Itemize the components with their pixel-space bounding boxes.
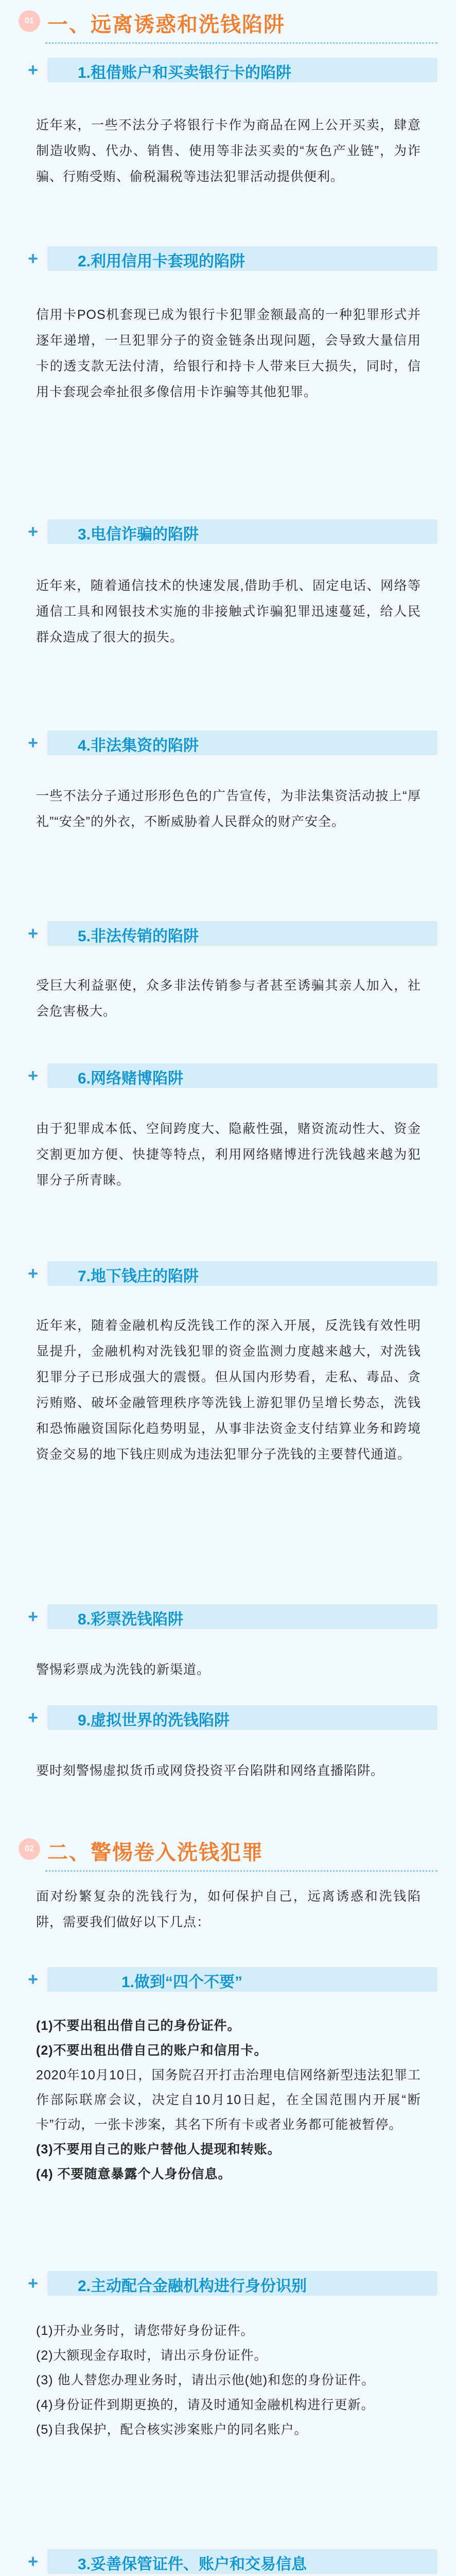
subsection-header [19,515,437,548]
list-item: (3)不要用自己的账户替他人提现和转账。 [36,2142,281,2157]
subsection-header [19,1963,437,1996]
paragraph: 近年来，随着通信技术的快速发展,借助手机、固定电话、网络等通信工具和网银技术实施的非接触式诈骗犯罪迅速蔓延，给人民群众造成了很大的损失。 [36,579,421,645]
subsection-title: 5.非法传销的陷阱 [78,928,199,945]
section-badge: 01 [19,10,40,32]
subsection-header [19,2267,437,2300]
section-badge: 02 [19,1838,40,1860]
paragraph: 警惕彩票成为洗钱的新渠道。 [36,1663,211,1677]
subsection-title: 1.做到“四个不要” [121,1974,243,1991]
paragraph: 近年来，随着金融机构反洗钱工作的深入开展，反洗钱有效性明显提升，金融机构对洗钱犯罪的资金监测力度越来越大，对洗钱犯罪分子已形成强大的震慑。但从国内形势看，走私、毒品、贪污贿赂、破坏金融管理秩序等洗钱上游犯罪仍呈增长势态，洗钱和恐怖融资国际化趋势明显，从事非法资金支付结算业务和跨境资金交易的地下钱庄则成为违法犯罪分子洗钱的主要替代通道。 [36,1318,421,1462]
subsection-title: 4.非法集资的陷阱 [78,737,199,754]
plus-icon: + [28,2274,38,2293]
dotted-divider [45,1868,437,1872]
subsection-header [19,1600,437,1633]
plus-icon: + [28,1970,38,1989]
paragraph: 受巨大利益驱使，众多非法传销参与者甚至诱骗其亲人加入，社会危害极大。 [36,978,421,1019]
paragraph: 由于犯罪成本低、空间跨度大、隐蔽性强，赌资流动性大、资金交割更加方便、快捷等特点，利用网络赌博进行洗钱越来越为犯罪分子所青睐。 [36,1122,421,1188]
dotted-divider [45,40,437,44]
plus-icon: + [28,2552,38,2571]
paragraph: 要时刻警惕虚拟货币或网贷投资平台陷阱和网络直播陷阱。 [36,1764,384,1778]
subsection-title: 2.主动配合金融机构进行身份识别 [78,2278,307,2295]
subsection-header [19,242,437,275]
subsection-header [19,1257,437,1290]
subsection-title: 1.租借账户和买卖银行卡的陷阱 [78,64,292,81]
section-1-header [0,0,456,47]
subsection-header [19,1701,437,1734]
list-item: (4) 不要随意暴露个人身份信息。 [36,2167,232,2181]
plus-icon: + [28,1708,38,1727]
list-item: (1)不要出租出借自己的身份证件。 [36,2019,241,2033]
plus-icon: + [28,733,38,753]
subsection-title: 2.利用信用卡套现的陷阱 [78,253,245,270]
list-item: (2)大额现金存取时，请出示身份证件。 [36,2348,268,2363]
plus-icon: + [28,522,38,541]
intro-paragraph: 面对纷繁复杂的洗钱行为，如何保护自己，远离诱惑和洗钱陷阱，需要我们做好以下几点： [36,1889,421,1929]
section-title: 二、警惕卷入洗钱犯罪 [47,1841,264,1864]
paragraph: 近年来，一些不法分子将银行卡作为商品在网上公开买卖，肆意制造收购、代办、销售、使用等非法买卖的“灰色产业链”，为诈骗、行贿受贿、偷税漏税等违法犯罪活动提供便利。 [36,118,421,184]
subsection-header [19,726,437,759]
list-item: (2)不要出租出借自己的账户和信用卡。 [36,2043,268,2058]
subsection-header [19,54,437,87]
subsection-header [19,917,437,950]
plus-icon: + [28,924,38,943]
subsection-header [19,2545,437,2576]
subsection-title: 9.虚拟世界的洗钱陷阱 [78,1712,230,1729]
list-item: (5)自我保护，配合核实涉案账户的同名账户。 [36,2422,308,2437]
subsection-title: 8.彩票洗钱陷阱 [78,1611,184,1628]
plus-icon: + [28,1607,38,1626]
plus-icon: + [28,60,38,80]
paragraph: 信用卡POS机套现已成为银行卡犯罪金额最高的一种犯罪形式并逐年递增，一旦犯罪分子的资金链条出现问题，会导致大量信用卡的透支款无法付清，给银行和持卡人带来巨大损失，同时，信用卡套现会牵扯很多像信用卡诈骗等其他犯罪。 [36,308,421,399]
plus-icon: + [28,249,38,268]
list-item: (1)开办业务时，请您带好身份证件。 [36,2324,254,2338]
list-item: 2020年10月10日，国务院召开打击治理电信网络新型违法犯罪工作部际联席会议，决定自10月10日起，在全国范围内开展“断卡”行动，一张卡涉案，其名下所有卡或者业务都可能被暂停。 [36,2068,421,2132]
list-item: (4)身份证件到期更换的，请及时通知金融机构进行更新。 [36,2398,375,2412]
paragraph: 一些不法分子通过形形色色的广告宣传，为非法集资活动披上“厚礼”“安全”的外衣，不断威胁着人民群众的财产安全。 [36,789,421,829]
plus-icon: + [28,1264,38,1283]
subsection-header [19,1059,437,1092]
list-item: (3) 他人替您办理业务时，请出示他(她)和您的身份证件。 [36,2373,375,2387]
section-2-header [0,1828,456,1875]
section-title: 一、远离诱惑和洗钱陷阱 [47,13,285,36]
subsection-title: 3.电信诈骗的陷阱 [78,526,199,543]
subsection-title: 3.妥善保管证件、账户和交易信息 [78,2556,307,2573]
subsection-title: 7.地下钱庄的陷阱 [78,1268,199,1285]
list-block [36,2013,421,2187]
plus-icon: + [28,1066,38,1086]
subsection-title: 6.网络赌博陷阱 [78,1070,184,1087]
list-block [36,2318,421,2442]
